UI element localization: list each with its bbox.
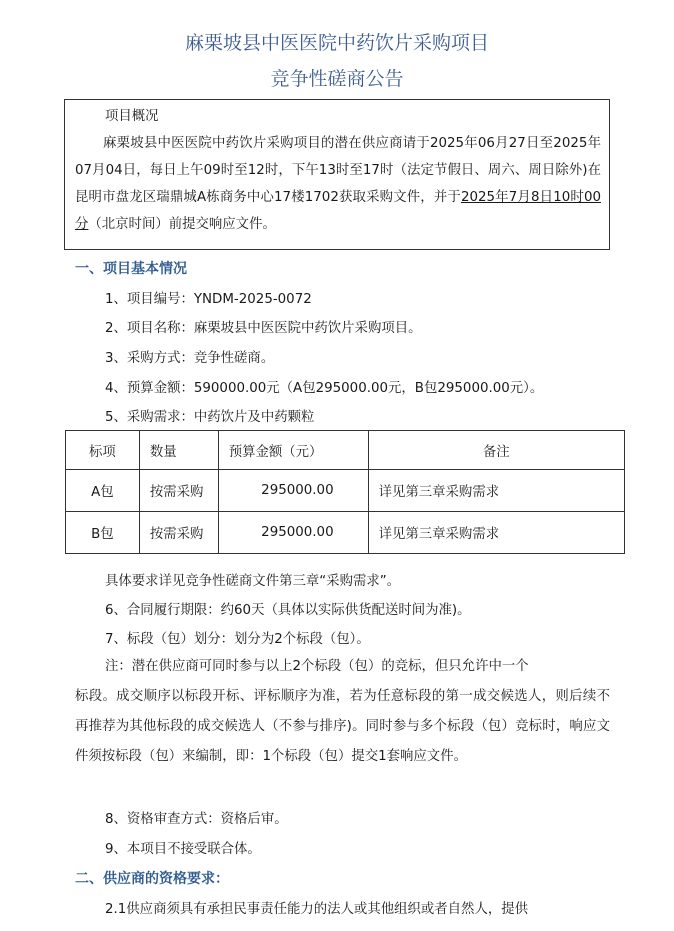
document-title: 麻栗坡县中医医院中药饮片采购项目 — [184, 32, 489, 54]
summary-text-part1: 麻栗坡县中医医院中药饮片采购项目的潜在供应商请于2025年06月27日至2025年07月04日，每日上午09时至12时，下午13时至17时（法定节假日、周六、周日除外)在昆明市盘龙区瑞鼎城A栋商务中心17楼1702获取采购文件，并于 — [75, 136, 601, 205]
item-supplier-requirement: 2.1供应商须具有承担民事责任能力的法人或其他组织或者自然人，提供 — [105, 902, 529, 917]
table-cell: 295000.00 — [218, 512, 368, 554]
section-heading-basic-info: 一、项目基本情况 — [75, 261, 187, 277]
table-cell: 按需采购 — [139, 470, 218, 512]
note-continuation: 标段。成交顺序以标段开标、评标顺序为准，若为任意标段的第一成交候选人，则后续不再推荐为其他标段的成交候选人（不参与排序)。同时参与多个标段（包）竞标时，响应文件须按标段（包）来编制，即：1个标段（包）提交1套响应文件。 — [75, 689, 610, 764]
project-summary-box — [64, 99, 610, 250]
lot-note-paragraph — [75, 652, 610, 772]
table-row — [66, 470, 625, 512]
item-procurement-method: 3、采购方式：竞争性磋商。 — [105, 351, 275, 366]
item-budget: 4、预算金额：590000.00元（A包295000.00元，B包295000.00元）。 — [105, 381, 544, 396]
table-header-row — [66, 431, 625, 470]
table-cell: 295000.00 — [218, 470, 368, 512]
table-cell: 按需采购 — [139, 512, 218, 554]
summary-paragraph — [75, 130, 601, 238]
document-subtitle: 竞争性磋商公告 — [270, 68, 404, 90]
table-header: 标项 — [66, 431, 140, 470]
deadline-underlined: 2025年7月8日10时00分 — [75, 190, 602, 232]
table-header: 备注 — [368, 431, 624, 470]
item-contract-period: 6、合同履行期限：约60天（具体以实际供货配送时间为准)。 — [105, 603, 471, 618]
summary-heading: 项目概况 — [105, 109, 159, 124]
item-no-consortium: 9、本项目不接受联合体。 — [105, 842, 261, 857]
item-lot-division: 7、标段（包）划分：划分为2个标段（包）。 — [105, 632, 370, 647]
item-project-number: 1、项目编号：YNDM-2025-0072 — [105, 292, 312, 307]
item-project-name: 2、项目名称：麻栗坡县中医医院中药饮片采购项目。 — [105, 321, 422, 336]
item-requirements: 5、采购需求：中药饮片及中药颗粒 — [105, 410, 315, 425]
section-heading-supplier-qualification: 二、供应商的资格要求： — [75, 871, 229, 887]
table-header: 预算金额（元） — [218, 431, 368, 470]
summary-text-part2: （北京时间）前提交响应文件。 — [88, 217, 276, 232]
table-row — [66, 512, 625, 554]
table-cell: A包 — [66, 470, 140, 512]
item-qualification-review: 8、资格审查方式：资格后审。 — [105, 812, 288, 827]
requirements-note: 具体要求详见竞争性磋商文件第三章“采购需求”。 — [105, 574, 401, 589]
lot-table — [65, 430, 625, 554]
table-cell: 详见第三章采购需求 — [368, 470, 624, 512]
table-header: 数量 — [139, 431, 218, 470]
note-first-line: 注：潜在供应商可同时参与以上2个标段（包）的竞标，但只允许中一个 — [105, 659, 529, 674]
table-cell: 详见第三章采购需求 — [368, 512, 624, 554]
table-cell: B包 — [66, 512, 140, 554]
